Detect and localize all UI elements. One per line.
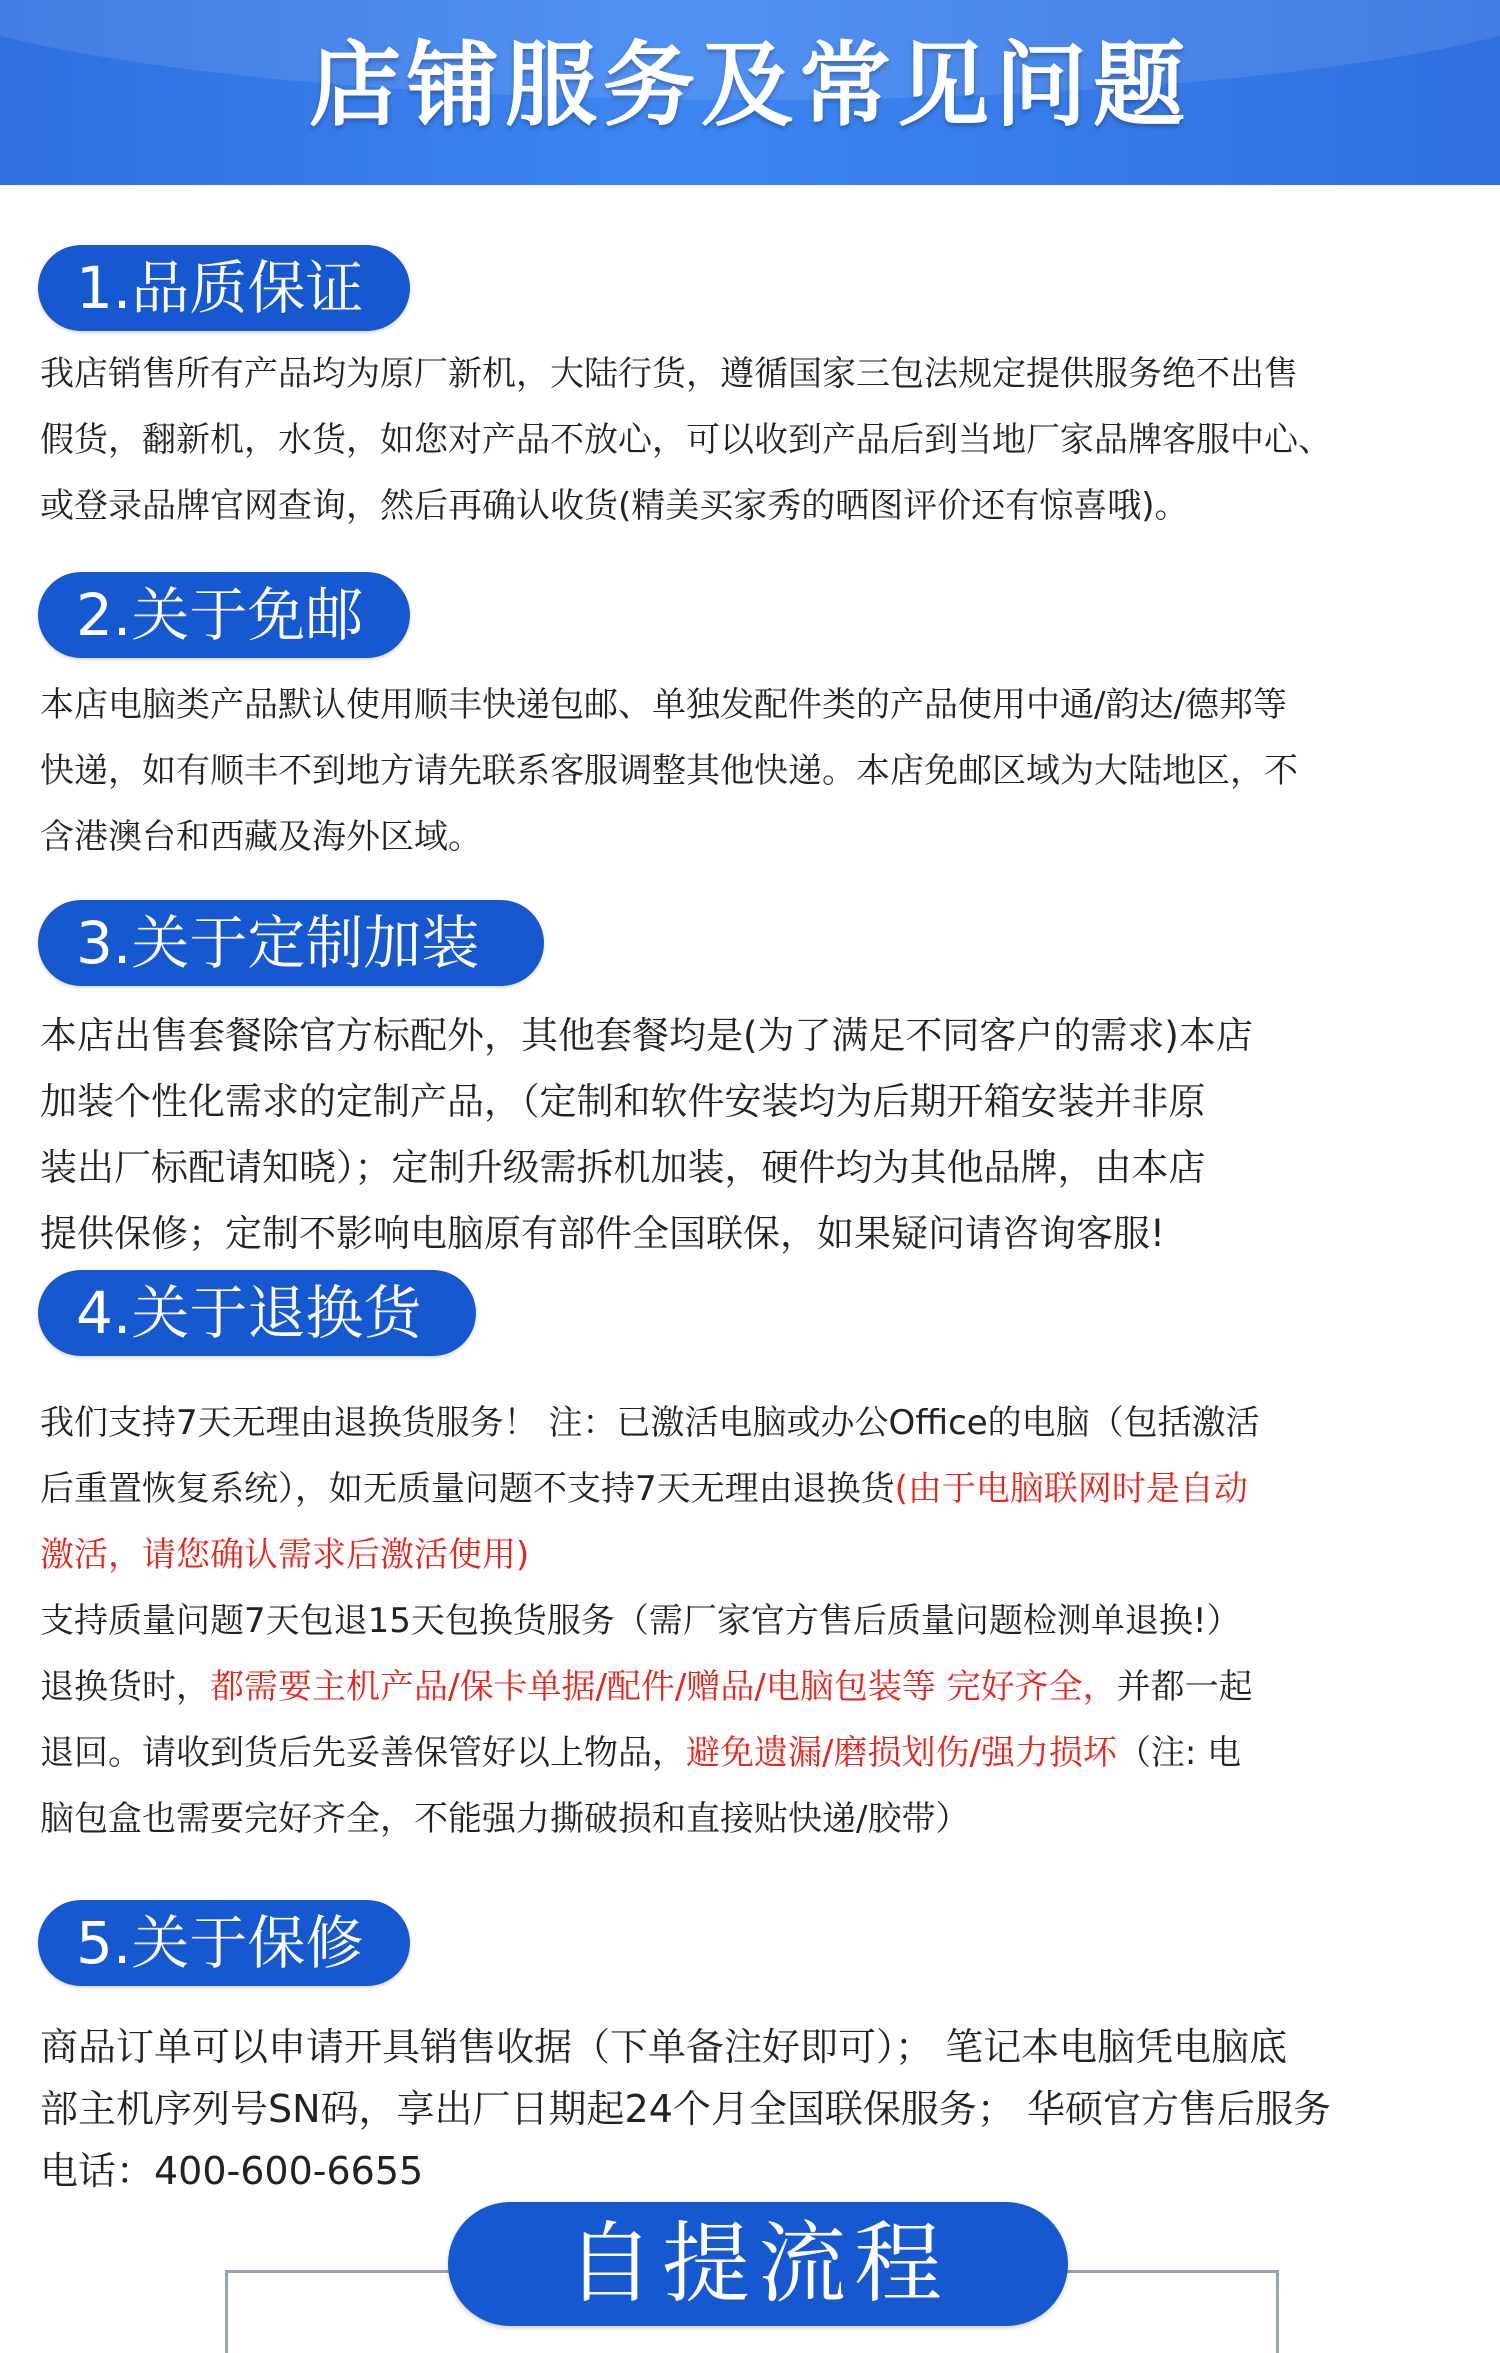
text-line: 快递，如有顺丰不到地方请先联系客服调整其他快递。本店免邮区域为大陆地区，不: [40, 751, 1298, 791]
pickup-process-banner: [0, 2188, 1500, 2322]
text-line: 含港澳台和西藏及海外区域。: [40, 817, 482, 857]
section-4-heading: 4.关于退换货: [38, 1270, 476, 1356]
text-line: 我店销售所有产品均为原厂新机，大陆行货，遵循国家三包法规定提供服务绝不出售: [40, 354, 1298, 394]
section-4-body: [40, 1390, 1460, 1852]
section-2-heading: 2.关于免邮: [38, 572, 410, 658]
section-5-heading: 5.关于保修: [38, 1900, 410, 1986]
text-segment: 退换货时，: [40, 1667, 210, 1707]
text-line: [40, 1654, 1460, 1720]
highlight-text: 避免遗漏/磨损划伤/强力损坏: [686, 1733, 1117, 1773]
text-line: 假货，翻新机，水货，如您对产品不放心，可以收到产品后到当地厂家品牌客服中心、: [40, 420, 1332, 460]
text-line: 我们支持7天无理由退换货服务！ 注：已激活电脑或办公Office的电脑（包括激活: [40, 1403, 1260, 1443]
page-title: 店铺服务及常见问题: [308, 32, 1191, 139]
page-header: [0, 0, 1500, 185]
text-segment: 后重置恢复系统），如无质量问题不支持7天无理由退换货: [40, 1469, 895, 1509]
section-1-heading: 1.品质保证: [38, 245, 410, 331]
highlight-text: 都需要主机产品/保卡单据/配件/赠品/电脑包装等 完好齐全，: [210, 1667, 1117, 1707]
pickup-process-label: 自提流程: [565, 2212, 950, 2315]
text-line: 或登录品牌官网查询，然后再确认收货(精美买家秀的晒图评价还有惊喜哦)。: [40, 486, 1189, 526]
text-line: 本店出售套餐除官方标配外，其他套餐均是(为了满足不同客户的需求)本店: [40, 1014, 1253, 1057]
section-5-body: [40, 2016, 1460, 2202]
text-segment: 并都一起: [1116, 1667, 1253, 1707]
section-3-heading: 3.关于定制加装: [38, 900, 544, 986]
section-2-body: [40, 672, 1460, 870]
text-line: [40, 1720, 1460, 1786]
text-line: 脑包盒也需要完好齐全，不能强力撕破损和直接贴快递/胶带）: [40, 1799, 970, 1839]
highlight-text: 激活，请您确认需求后激活使用): [40, 1535, 530, 1575]
text-line: 支持质量问题7天包退15天包换货服务（需厂家官方售后质量问题检测单退换!）: [40, 1601, 1241, 1641]
section-3-body: [40, 1003, 1460, 1267]
text-line: 部主机序列号SN码，享出厂日期起24个月全国联保服务； 华硕官方售后服务: [40, 2087, 1331, 2131]
text-segment: （注: 电: [1116, 1733, 1242, 1773]
highlight-text: (由于电脑联网时是自动: [894, 1469, 1248, 1509]
text-line: 加装个性化需求的定制产品，（定制和软件安装均为后期开箱安装并非原: [40, 1080, 1206, 1123]
text-line: 商品订单可以申请开具销售收据（下单备注好即可）； 笔记本电脑凭电脑底: [40, 2025, 1288, 2069]
section-1-body: [40, 341, 1460, 539]
text-line: [40, 1456, 1460, 1522]
text-line: 电话：400-600-6655: [40, 2149, 424, 2193]
text-line: 提供保修；定制不影响电脑原有部件全国联保，如果疑问请咨询客服!: [40, 1212, 1165, 1255]
pickup-process-heading: [448, 2202, 1068, 2326]
text-line: 本店电脑类产品默认使用顺丰快递包邮、单独发配件类的产品使用中通/韵达/德邦等: [40, 685, 1287, 725]
text-segment: 退回。请收到货后先妥善保管好以上物品，: [40, 1733, 686, 1773]
text-line: 装出厂标配请知晓）；定制升级需拆机加装，硬件均为其他品牌，由本店: [40, 1146, 1206, 1189]
